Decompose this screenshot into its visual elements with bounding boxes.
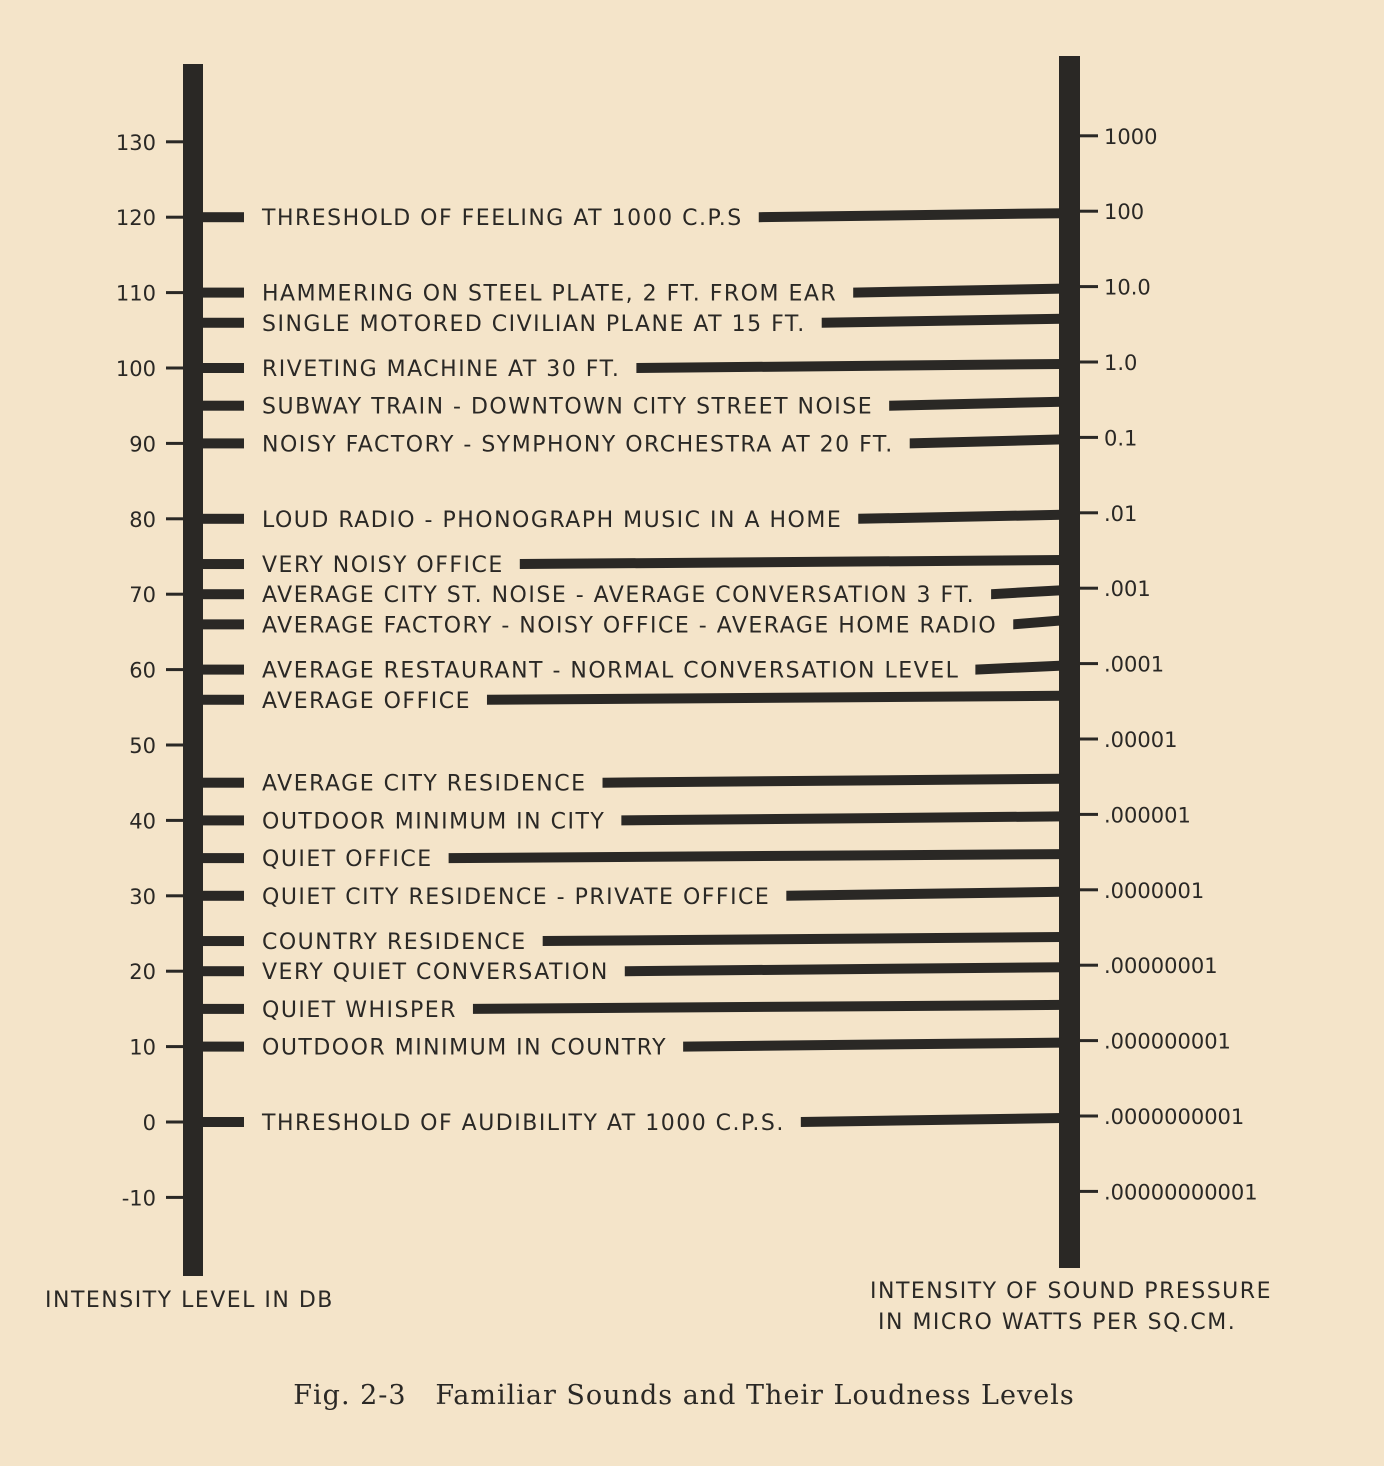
leader-bar — [603, 774, 1062, 788]
left-tick-label: 100 — [115, 357, 156, 381]
leader-bar — [487, 691, 1062, 705]
row-stub — [200, 665, 244, 675]
sound-row — [200, 1111, 1062, 1136]
sound-label: OUTDOOR MINIMUM IN CITY — [262, 809, 606, 835]
right-tick-label: .01 — [1104, 501, 1138, 526]
right-tick-mark — [1078, 436, 1098, 439]
sound-row — [200, 1036, 1062, 1061]
left-tick-label: 50 — [129, 734, 156, 758]
left-tick-label: -10 — [121, 1186, 156, 1211]
sound-label: AVERAGE OFFICE — [262, 688, 471, 714]
left-tick-mark — [166, 593, 186, 596]
sound-row — [200, 689, 1062, 714]
right-tick-label: .00000001 — [1104, 954, 1218, 979]
row-stub — [200, 815, 244, 825]
right-tick-mark — [1078, 285, 1098, 288]
row-stub — [200, 936, 244, 946]
sound-row — [200, 659, 1062, 684]
left-tick-label: 40 — [129, 809, 156, 834]
left-tick-mark — [166, 291, 186, 294]
right-tick-label: 1000 — [1104, 124, 1158, 149]
leader-bar — [910, 434, 1062, 448]
left-tick-mark — [166, 517, 186, 520]
leader-bar — [621, 811, 1062, 825]
right-tick-label: 10.0 — [1104, 275, 1151, 300]
row-stub — [200, 438, 244, 448]
left-tick-label: 110 — [115, 281, 156, 306]
left-scale-title: INTENSITY LEVEL IN DB — [45, 1288, 334, 1313]
right-tick-mark — [1078, 738, 1098, 741]
sound-row — [200, 395, 1062, 420]
right-tick-mark — [1078, 511, 1098, 514]
left-tick-mark — [166, 216, 186, 219]
sound-label: AVERAGE CITY RESIDENCE — [262, 771, 587, 797]
sound-label: QUIET CITY RESIDENCE - PRIVATE OFFICE — [262, 884, 771, 910]
right-tick-mark — [1078, 587, 1098, 590]
leader-bar — [975, 661, 1062, 675]
left-tick-mark — [166, 894, 186, 897]
row-stub — [200, 212, 244, 222]
right-tick-label: .00001 — [1104, 728, 1178, 752]
right-scale-bar — [1059, 56, 1080, 1268]
right-tick-mark — [1078, 813, 1098, 816]
sound-label: LOUD RADIO - PHONOGRAPH MUSIC IN A HOME — [262, 507, 843, 533]
sound-label: VERY NOISY OFFICE — [262, 553, 504, 579]
row-stub — [200, 853, 244, 863]
leader-bar — [759, 208, 1062, 222]
sound-row — [200, 847, 1062, 872]
leader-bar — [625, 962, 1062, 976]
leader-bar — [889, 397, 1062, 411]
right-tick-mark — [1078, 1039, 1098, 1042]
right-tick-label: .00000000001 — [1104, 1180, 1258, 1205]
sound-row — [200, 583, 1062, 608]
left-tick-label: 70 — [129, 583, 156, 608]
right-scale-title-line1: INTENSITY OF SOUND PRESSURE — [870, 1279, 1272, 1304]
right-tick-label: 1.0 — [1104, 351, 1138, 375]
left-tick-mark — [166, 1121, 186, 1124]
left-tick-mark — [166, 1196, 186, 1199]
right-tick-label: .001 — [1104, 577, 1151, 602]
leader-bar — [858, 510, 1062, 524]
leader-bar — [449, 849, 1062, 863]
sound-label: QUIET OFFICE — [262, 847, 433, 873]
row-stub — [200, 778, 244, 788]
left-scale-ticks — [116, 131, 186, 1211]
row-stub — [200, 1042, 244, 1052]
sound-row — [200, 809, 1062, 834]
leader-bar — [543, 932, 1062, 946]
row-stub — [200, 891, 244, 901]
right-tick-label: .0000000001 — [1104, 1105, 1245, 1129]
sound-row — [200, 282, 1062, 307]
sound-label: AVERAGE CITY ST. NOISE - AVERAGE CONVERSATION 3 FT. — [262, 583, 976, 609]
right-tick-mark — [1078, 964, 1098, 967]
left-tick-label: 120 — [115, 206, 156, 231]
row-stub — [200, 559, 244, 569]
left-tick-mark — [166, 668, 186, 671]
figure-caption: Fig. 2-3 Familiar Sounds and Their Loudness Levels — [293, 1380, 1075, 1411]
left-tick-mark — [166, 442, 186, 445]
sound-row — [200, 432, 1062, 457]
left-tick-mark — [166, 970, 186, 973]
right-tick-mark — [1078, 1115, 1098, 1118]
leader-bar — [520, 555, 1062, 569]
leader-bar — [853, 284, 1062, 298]
left-tick-label: 60 — [129, 658, 156, 683]
right-scale-title-line2: IN MICRO WATTS PER SQ.CM. — [878, 1310, 1237, 1335]
right-scale-ticks — [1078, 125, 1258, 1205]
sound-rows — [200, 206, 1062, 1136]
sound-row — [200, 885, 1062, 910]
sound-label: SUBWAY TRAIN - DOWNTOWN CITY STREET NOISE — [262, 394, 874, 420]
sound-label: AVERAGE RESTAURANT - NORMAL CONVERSATION LEVEL — [262, 658, 960, 684]
right-tick-mark — [1078, 134, 1098, 137]
right-tick-label: .000000001 — [1104, 1029, 1231, 1054]
right-tick-label: .000001 — [1104, 803, 1191, 828]
row-stub — [200, 288, 244, 298]
row-stub — [200, 966, 244, 976]
right-tick-mark — [1078, 1190, 1098, 1193]
row-stub — [200, 1117, 244, 1127]
sound-row — [200, 960, 1062, 985]
left-tick-label: 20 — [129, 960, 156, 985]
leader-bar — [991, 585, 1062, 599]
sound-label: COUNTRY RESIDENCE — [262, 930, 527, 956]
sound-label: THRESHOLD OF FEELING AT 1000 C.P.S — [262, 206, 743, 232]
right-tick-mark — [1078, 210, 1098, 213]
sound-label: SINGLE MOTORED CIVILIAN PLANE AT 15 FT. — [262, 311, 806, 337]
leader-bar — [801, 1113, 1062, 1127]
right-tick-label: 0.1 — [1104, 426, 1138, 451]
leader-bar — [786, 887, 1062, 901]
right-tick-mark — [1078, 361, 1098, 364]
right-tick-mark — [1078, 888, 1098, 891]
right-tick-label: .0000001 — [1104, 878, 1205, 903]
row-stub — [200, 401, 244, 411]
sound-label: THRESHOLD OF AUDIBILITY AT 1000 C.P.S. — [262, 1111, 785, 1136]
right-tick-mark — [1078, 662, 1098, 665]
left-tick-label: 80 — [129, 507, 156, 532]
leader-bar — [683, 1038, 1062, 1052]
left-tick-label: 90 — [129, 432, 156, 457]
sound-row — [200, 613, 1062, 638]
sound-row — [200, 930, 1062, 955]
sound-label: RIVETING MACHINE AT 30 FT. — [262, 357, 621, 382]
row-stub — [200, 695, 244, 705]
leader-bar — [822, 314, 1062, 328]
row-stub — [200, 363, 244, 373]
left-tick-label: 30 — [129, 884, 156, 909]
row-stub — [200, 1004, 244, 1014]
sound-row — [200, 553, 1062, 578]
sound-row — [200, 998, 1062, 1023]
sound-label: HAMMERING ON STEEL PLATE, 2 FT. FROM EAR — [262, 281, 838, 307]
left-tick-mark — [166, 1045, 186, 1048]
left-tick-mark — [166, 140, 186, 143]
sound-label: OUTDOOR MINIMUM IN COUNTRY — [262, 1035, 668, 1061]
leader-bar — [1013, 615, 1062, 629]
row-stub — [200, 619, 244, 629]
leader-bar — [473, 1000, 1062, 1014]
left-tick-mark — [166, 367, 186, 370]
left-tick-label: 130 — [115, 130, 156, 155]
left-tick-label: 10 — [129, 1035, 156, 1060]
sound-row — [200, 357, 1062, 382]
row-stub — [200, 589, 244, 599]
sound-row — [200, 312, 1062, 337]
left-tick-label: 0 — [142, 1111, 156, 1135]
sound-row — [200, 508, 1062, 533]
sound-label: QUIET WHISPER — [262, 997, 457, 1023]
sound-label: AVERAGE FACTORY - NOISY OFFICE - AVERAGE HOME RADIO — [262, 613, 998, 639]
sound-row — [200, 772, 1062, 797]
left-tick-mark — [166, 819, 186, 822]
right-tick-label: .0001 — [1104, 652, 1165, 677]
sound-row — [200, 206, 1062, 231]
row-stub — [200, 318, 244, 328]
right-tick-label: 100 — [1104, 200, 1145, 225]
leader-bar — [636, 359, 1062, 373]
row-stub — [200, 514, 244, 524]
sound-label: NOISY FACTORY - SYMPHONY ORCHESTRA AT 20 FT. — [262, 432, 894, 458]
sound-label: VERY QUIET CONVERSATION — [262, 960, 609, 986]
left-tick-mark — [166, 744, 186, 747]
